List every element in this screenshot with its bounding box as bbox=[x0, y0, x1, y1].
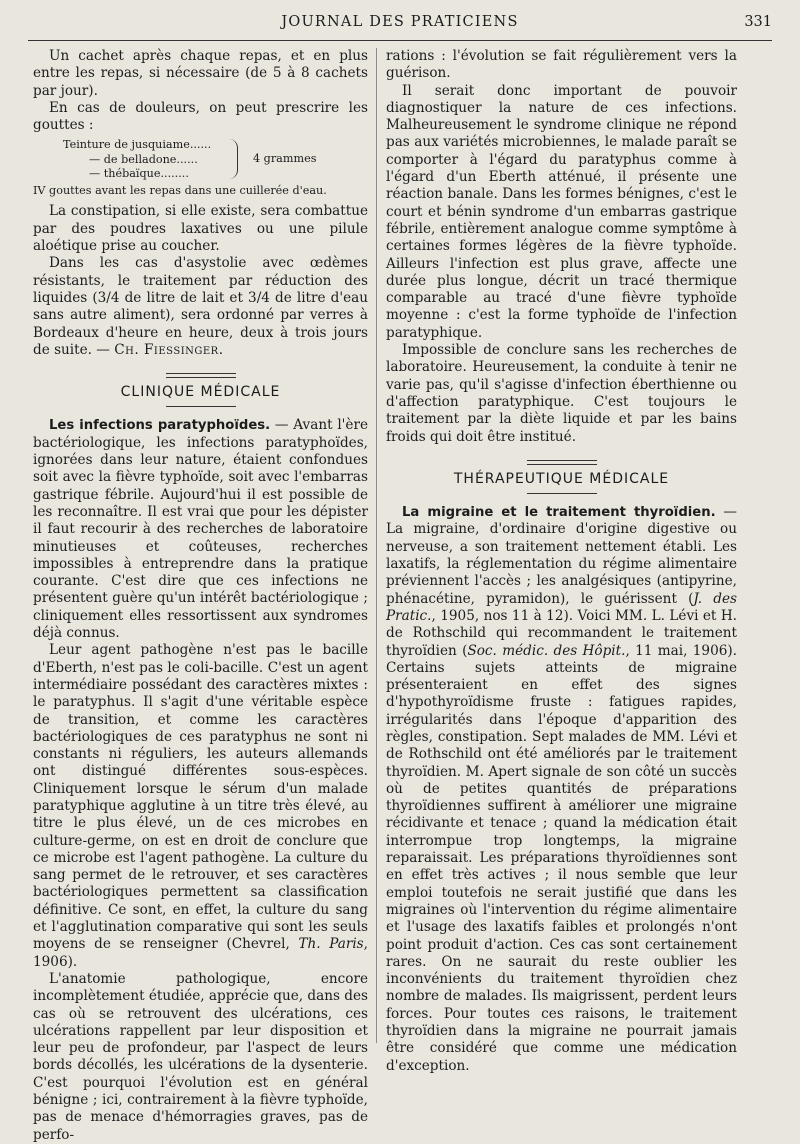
formula-note: IV gouttes avant les repas dans une cuillerée d'eau. bbox=[33, 183, 327, 197]
paragraph: Impossible de conclure sans les recherches de laboratoire. Heureusement, la conduite à tenir ne varie pas, qu'il s'agisse d'infection éberthienne ou d'affection paratyphique. C'est toujours le traitement par la diète liquide et par les bains froids qui doit être institué. bbox=[386, 342, 737, 445]
paragraph-text: , 1906). bbox=[33, 936, 368, 970]
page-number: 331 bbox=[744, 14, 772, 30]
citation: Th. Paris bbox=[298, 936, 364, 953]
paragraph: La constipation, si elle existe, sera combattue par des poudres laxatives ou une pilule aloétique prise au coucher. bbox=[33, 203, 368, 255]
left-column bbox=[33, 48, 368, 1144]
section-title: CLINIQUE MÉDICALE bbox=[120, 384, 281, 401]
paragraph: L'anatomie pathologique, encore incomplètement étudiée, apprécie que, dans des cas où se retrouvent des ulcérations, ces ulcérations rappellent par leur disposition et leur peu de profondeur, par l'aspect de leurs bords décollés, les ulcérations de la dysenterie. C'est pourquoi l'évolution est en général bénigne ; ici, contrairement à la fièvre typhoïde, pas de menace d'hémorragies graves, pas de perfo- bbox=[33, 970, 369, 1143]
page-header bbox=[28, 10, 772, 41]
section-title: THÉRAPEUTIQUE MÉDICALE bbox=[453, 470, 670, 487]
section-rule bbox=[527, 460, 597, 465]
paragraph-text: — La migraine, d'ordinaire d'origine digestive ou nerveuse, a son traitement nettement établi. Les laxatifs, la réglementation du régime alimentaire préviennent l'accès ; les analgésiques (antipyrine, phénacétine, pyramidon), le guérissent ( bbox=[386, 504, 737, 607]
paragraph: rations : l'évolution se fait régulièrement vers la guérison. bbox=[386, 48, 737, 82]
section-heading bbox=[386, 460, 737, 494]
section-rule bbox=[166, 406, 236, 407]
formula-line: — de belladone...... bbox=[89, 152, 198, 166]
paragraph bbox=[386, 504, 737, 1075]
paragraph-text: , 11 mai, 1906). Certains sujets atteints de migraine présenteraient en effet des signes d'hypothyroïdisme fruste : fatigues rapides, irrégularités dans l'époque d'apparition des règles, constipation. Sept malades de MM. Lévi et de Rothschild ont été améliorés par le traitement thyroïdien. M. Apert signale de son côté un succès où de petites quantités de préparations thyroïdiennes suffirent à améliorer une migraine récidivante et tenace ; quand la médication était interrompue trop longtemps, la migraine reparaissait. Les préparations thyroïdiennes sont en effet très actives ; il nous semble que leur emploi toutefois ne serait justifié que dans les migraines où l'intervention du régime alimentaire et l'usage des laxatifs faibles et prolongés n'ont point produit d'action. Ces cas sont certainement rares. On ne saurait du reste oublier les inconvénients du traitement thyroïdien chez nombre de malades. Ils maigrissent, perdent leurs forces. Pour toutes ces raisons, le traitement thyroïdien dans la migraine ne pourrait jamais être considéré que comme une médication d'exception. bbox=[386, 642, 737, 1074]
formula-line: Teinture de jusquiame...... bbox=[63, 138, 212, 152]
article-title: Les infections paratyphoïdes. bbox=[49, 418, 271, 434]
column-divider bbox=[376, 48, 377, 1043]
section-rule bbox=[166, 373, 236, 378]
formula-line: — thébaïque........ bbox=[89, 167, 189, 181]
paragraph bbox=[33, 642, 368, 971]
paragraph-text: Leur agent pathogène n'est pas le bacille d'Eberth, n'est pas le coli-bacille. C'est un agent intermédiaire possédant des caractères mixtes : le paratyphus. Il s'agit d'une véritable espèce de transition, et comme les caractères bactériologiques de ces paratyphus ne sont ni constants ni réguliers, les auteurs allemands ont distingué différentes sous-espèces. Cliniquement lorsque le sérum d'un malade paratyphique agglutine à un titre très élevé, au titre le plus élevé, un de ces microbes en culture-germe, on est en droit de conclure que ce microbe est l'agent pathogène. La culture du sang permet de le retrouver, et ses caractères bactériologiques permettent sa classification définitive. Ce sont, en effet, la culture du sang et l'agglutination comparative qui sont les seuls moyens de se renseigner (Chevrel, bbox=[33, 642, 368, 953]
paragraph: Un cachet après chaque repas, et en plus entre les repas, si nécessaire (de 5 à 8 cachets par jour). bbox=[33, 48, 368, 99]
paragraph-text: Dans les cas d'asystolie avec œdèmes résistants, le traitement par réduction des liquides (3/4 de litre de lait et 3/4 de litre d'eau sans autre aliment), sera ordonné par verres à Bordeaux d'heure en heure, deux à trois jours de suite. — bbox=[33, 255, 368, 358]
paragraph: En cas de douleurs, on peut prescrire les gouttes : bbox=[33, 99, 368, 134]
paragraph-text: , 1905, nos 11 à 12). Voici MM. L. Lévi et H. de Rothschild qui recommandent le traitement thyroïdien ( bbox=[386, 607, 737, 659]
paragraph bbox=[33, 255, 368, 359]
right-column bbox=[386, 48, 737, 1075]
section-rule bbox=[527, 493, 597, 494]
citation: Soc. médic. des Hôpit. bbox=[467, 642, 626, 659]
paragraph-text: — Avant l'ère bactériologique, les infections paratyphoïdes, ignorées dans leur nature, étaient confondues soit avec la fièvre typhoïde, soit avec l'embarras gastrique fébrile. Aujourd'hui il est possible de les reconnaître. Il est vrai que pour les dépister il faut recourir à des recherches de laboratoire minutieuses et coûteuses, recherches impossibles à entreprendre dans la pratique courante. C'est dire que ces infections ne présentent guère qu'un intérêt bactériologique ; cliniquement elles ressortissent aux syndromes déjà connus. bbox=[33, 417, 368, 642]
section-heading bbox=[33, 373, 368, 407]
prescription-formula bbox=[33, 138, 368, 182]
running-title: JOURNAL DES PRATICIENS bbox=[281, 14, 519, 30]
paragraph bbox=[33, 417, 368, 642]
formula-quantity: 4 grammes bbox=[253, 152, 317, 166]
article-title: La migraine et le traitement thyroïdien. bbox=[402, 505, 716, 521]
paragraph: Il serait donc important de pouvoir diagnostiquer la nature de ces infections. Malheureusement le syndrome clinique ne répond pas aux variétés microbiennes, le malade paraît se comporter à l'égard du paratyphus comme à l'égard d'un Eberth atténué, il présente une réaction banale. Dans les formes bénignes, c'est le court et bénin syndrome d'un embarras gastrique fébrile, entièrement analogue comme symptôme à certaines formes légères de la fièvre typhoïde. Ailleurs l'infection est plus grave, affecte une durée plus longue, décrit un tracé thermique comparable au tracé d'une fièvre typhoïde moyenne : c'est la forme typhoïde de l'infection paratyphique. bbox=[386, 82, 737, 341]
citation: J. des Pratic. bbox=[386, 590, 737, 624]
author-signature: Ch. Fiessinger. bbox=[114, 341, 224, 358]
brace-icon bbox=[229, 139, 238, 179]
